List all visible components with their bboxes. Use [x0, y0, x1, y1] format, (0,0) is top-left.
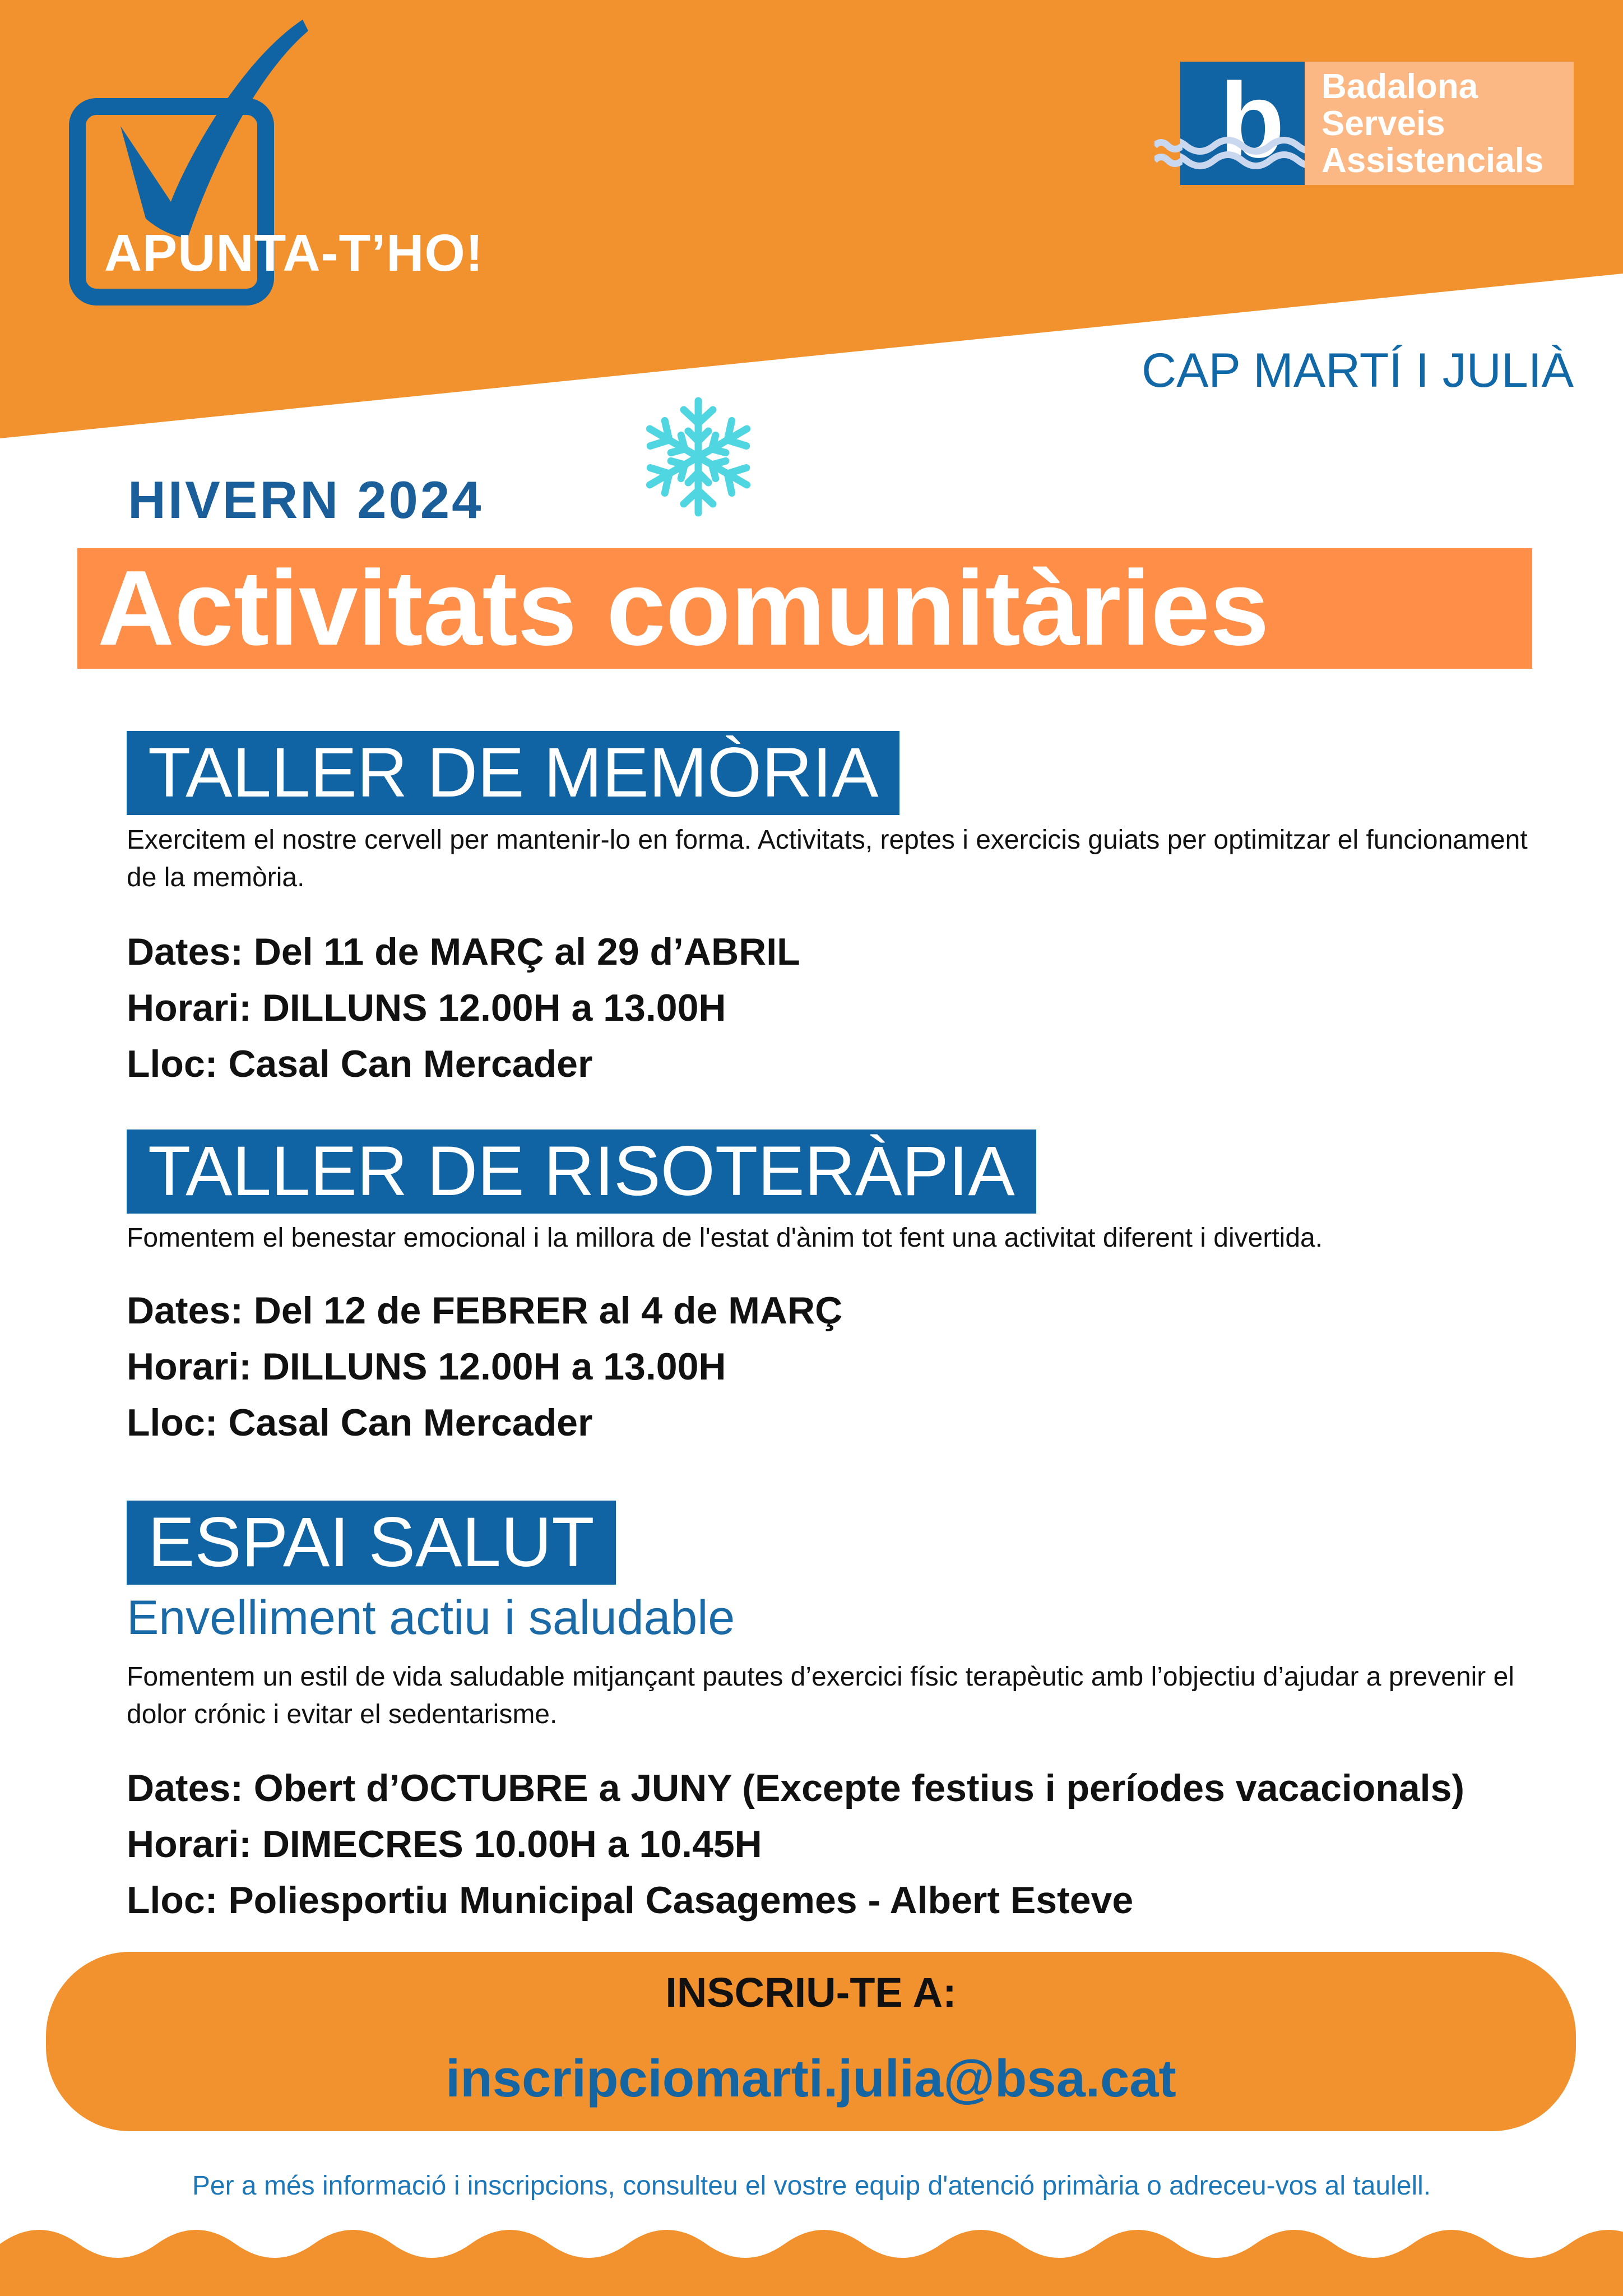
section-details-risoterapia — [127, 1283, 842, 1451]
detail-dates: Dates: Del 11 de MARÇ al 29 d’ABRIL — [127, 931, 800, 973]
footer-wave — [0, 2230, 1623, 2296]
signup-title: INSCRIU-TE A: — [665, 1969, 957, 2016]
section-details-memoria — [127, 924, 800, 1092]
svg-text:b: b — [1219, 62, 1285, 180]
detail-horari: Horari: DILLUNS 12.00H a 13.00H — [127, 987, 726, 1029]
detail-horari: Horari: DIMECRES 10.00H a 10.45H — [127, 1823, 762, 1866]
section-description-risoterapia: Fomentem el benestar emocional i la millora de l'estat d'ànim tot fent una activitat diferent i divertida. — [127, 1223, 1323, 1253]
section-description-espai-salut: Fomentem un estil de vida saludable mitjançant pautes d’exercici físic terapèutic amb l’objectiu d’ajudar a prevenir el dolor crónic i evitar el sedentarisme. — [127, 1662, 1514, 1729]
site-name: CAP MARTÍ I JULIÀ — [1141, 344, 1574, 397]
brand-line-1: Badalona — [1321, 67, 1478, 106]
detail-lloc: Lloc: Casal Can Mercader — [127, 1401, 593, 1444]
section-heading-risoterapia: TALLER DE RISOTERÀPIA — [127, 1130, 1036, 1214]
wave-accent — [1154, 135, 1183, 168]
badalona-b-logo-icon — [1180, 62, 1305, 185]
brand-name-panel — [1305, 62, 1574, 185]
snowflake-icon — [637, 395, 760, 519]
signup-email-link[interactable]: inscripciomarti.julia@bsa.cat — [446, 2049, 1176, 2108]
signup-box — [46, 1952, 1576, 2131]
detail-lloc: Lloc: Poliesportiu Municipal Casagemes - Albert Esteve — [127, 1879, 1134, 1922]
section-description-memoria: Exercitem el nostre cervell per mantenir-lo en forma. Activitats, reptes i exercicis guiats per optimitzar el funcionament de la memòria. — [127, 825, 1528, 892]
footer-note: Per a més informació i inscripcions, consulteu el vostre equip d'atenció primària o adreceu-vos al taulell. — [192, 2171, 1431, 2201]
title-banner — [77, 548, 1532, 669]
page-title: Activitats comunitàries — [77, 548, 1532, 668]
detail-dates: Dates: Del 12 de FEBRER al 4 de MARÇ — [127, 1289, 843, 1332]
section-subheading-espai-salut: Envelliment actiu i saludable — [127, 1591, 735, 1645]
apuntatho-logo-text: APUNTA-T’HO! — [104, 224, 484, 282]
detail-dates: Dates: Obert d’OCTUBRE a JUNY (Excepte festius i períodes vacacionals) — [127, 1767, 1465, 1809]
section-heading-espai-salut: ESPAI SALUT — [127, 1501, 616, 1585]
season-label: HIVERN 2024 — [128, 470, 484, 529]
detail-horari: Horari: DILLUNS 12.00H a 13.00H — [127, 1345, 726, 1388]
section-details-espai-salut — [127, 1760, 1464, 1928]
section-heading-memoria: TALLER DE MEMÒRIA — [127, 731, 899, 815]
brand-line-3: Assistencials — [1321, 141, 1544, 180]
detail-lloc: Lloc: Casal Can Mercader — [127, 1043, 593, 1085]
brand-line-2: Serveis — [1321, 104, 1445, 143]
